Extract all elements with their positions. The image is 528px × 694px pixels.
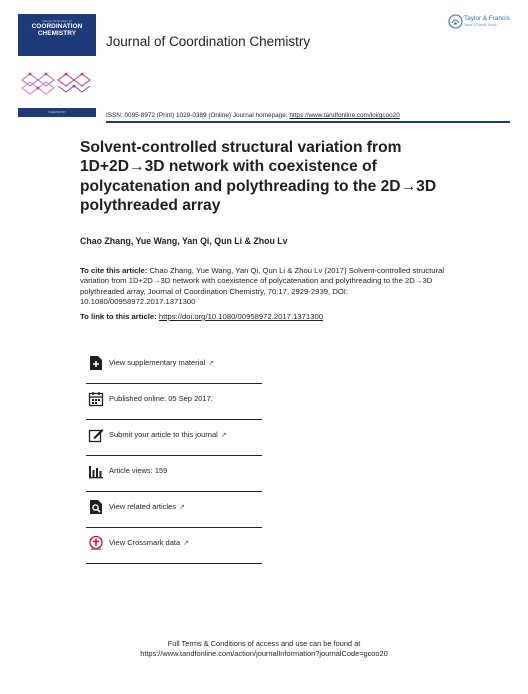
footer-terms-text: Full Terms & Conditions of access and use can be found at [167, 639, 361, 648]
article-link-line [80, 312, 323, 321]
cover-bottom-strip [18, 108, 96, 117]
journal-title[interactable]: Journal of Coordination Chemistry [106, 34, 311, 49]
publisher-logo-name: Taylor & Francis [464, 15, 510, 22]
link-article-views [86, 455, 262, 492]
link-crossmark-data[interactable] [86, 527, 262, 564]
external-link-icon: ↗ [183, 540, 190, 547]
external-link-icon: ↗ [178, 504, 185, 511]
article-title: Solvent-controlled structural variation from 1D+2D→3D network with coexistence of polycatenation and polythreading to the 2D→3D polythreaded array [80, 139, 437, 214]
external-link-icon: ↗ [208, 360, 215, 367]
cover-volume-line: Volume 70 Number 17 [42, 19, 72, 23]
crossmark-icon [88, 535, 104, 551]
supplementary-plus-icon [88, 355, 104, 371]
issn-line [106, 112, 400, 119]
issn-text: ISSN: 0095-8972 (Print) 1029-0389 (Online) Journal homepage: [106, 112, 290, 119]
cover-title-line2: CHEMISTRY [37, 30, 77, 37]
link-crossmark-label: View Crossmark data [109, 538, 181, 547]
link-supplementary-material[interactable] [86, 347, 262, 384]
publisher-logo-icon [448, 14, 463, 29]
header-rule [106, 121, 510, 123]
link-related-articles[interactable] [86, 491, 262, 528]
link-published-label: Published online: 05 Sep 2017. [109, 394, 213, 403]
publisher-logo[interactable] [448, 14, 516, 34]
footer-terms-link[interactable]: https://www.tandfonline.com/action/journalInformation?journalCode=gcoo20 [140, 649, 388, 658]
link-views-label: Article views: 159 [109, 466, 168, 475]
journal-homepage-link[interactable]: https://www.tandfonline.com/loi/gcoo20 [289, 112, 400, 119]
citation-text: Chao Zhang, Yue Wang, Yan Qi, Qun Li & Zhou Lv (2017) Solvent-controlled structural variation from 1D+2D→3D network with coexistence of polycatenation and polythreading to the 2D→3D polythreaded array, Journal of Coordination Chemistry, 70:17, 2929-2939, DOI: 10.1080/00958972.2017.1371300 [80, 266, 445, 306]
footer [0, 639, 528, 659]
link-supplementary-label: View supplementary material [109, 358, 206, 367]
bar-chart-icon [88, 463, 104, 479]
journal-cover [18, 14, 96, 56]
link-published-online [86, 383, 262, 420]
publisher-logo-tagline: Taylor & Francis Group [464, 23, 497, 27]
cover-molecule-image [18, 66, 96, 102]
citation-label: To cite this article: [80, 266, 148, 275]
link-submit-label: Submit your article to this journal [109, 430, 218, 439]
article-link-label: To link to this article: [80, 312, 159, 321]
link-submit-article[interactable] [86, 419, 262, 456]
edit-icon [88, 427, 104, 443]
search-document-icon [88, 499, 104, 515]
cover-strip-title: CHEMISTRY [48, 110, 66, 114]
article-doi-link[interactable]: https://doi.org/10.1080/00958972.2017.1371300 [158, 312, 324, 321]
link-related-label: View related articles [109, 502, 176, 511]
article-authors: Chao Zhang, Yue Wang, Yan Qi, Qun Li & Zhou Lv [80, 236, 288, 246]
citation [80, 266, 450, 307]
external-link-icon: ↗ [220, 432, 227, 439]
calendar-icon [88, 391, 104, 407]
cover-title-line1: COORDINATION [31, 23, 83, 30]
